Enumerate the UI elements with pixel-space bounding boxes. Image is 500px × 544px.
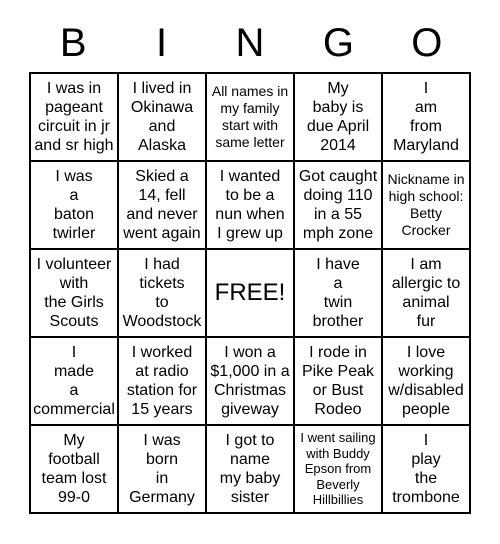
bingo-cell[interactable] [383,338,471,426]
bingo-cell[interactable] [119,426,207,514]
bingo-cell[interactable] [119,338,207,426]
cell-text: My football team lost 99-0 [41,431,107,507]
cell-text: I am from Maryland [393,79,459,155]
cell-text: I volunteer with the Girls Scouts [36,255,112,331]
bingo-cell[interactable] [383,162,471,250]
cell-text: I won a $1,000 in a Christmas giveway [210,343,290,419]
cell-text: I was born in Germany [129,431,195,507]
bingo-cell[interactable] [207,426,295,514]
cell-text: I lived in Okinawa and Alaska [130,79,194,155]
cell-text: I went sailing with Buddy Epson from Beverly Hillbillies [300,430,376,508]
cell-text: I have a twin brother [312,255,364,331]
bingo-cell[interactable] [295,426,383,514]
bingo-cell[interactable] [31,250,119,338]
bingo-cell[interactable] [383,426,471,514]
cell-text: I was a baton twirler [52,167,96,243]
bingo-cell[interactable] [383,74,471,162]
bingo-cell[interactable] [31,162,119,250]
free-space-text: FREE! [214,278,286,306]
bingo-cell[interactable] [31,74,119,162]
bingo-cell[interactable] [119,162,207,250]
bingo-cell[interactable] [383,250,471,338]
bingo-cell[interactable] [31,426,119,514]
cell-text: I had tickets to Woodstock [122,255,202,331]
bingo-cell[interactable] [207,162,295,250]
cell-text: I made a commercial [33,343,115,419]
cell-text: Got caught doing 110 in a 55 mph zone [298,167,378,243]
bingo-cell[interactable] [295,250,383,338]
bingo-header [29,18,471,68]
free-space-cell[interactable] [207,250,295,338]
header-letter-o: O [411,20,443,65]
bingo-cell[interactable] [295,162,383,250]
header-letter-g: G [322,20,354,65]
cell-text: I love working w/disabled people [388,343,464,419]
bingo-cell[interactable] [31,338,119,426]
header-letter-n: N [235,20,265,65]
cell-text: I was in pageant circuit in jr and sr high [34,79,114,155]
cell-text: Nickname in high school: Betty Crocker [387,171,465,238]
bingo-cell[interactable] [295,74,383,162]
cell-text: I rode in Pike Peak or Bust Rodeo [301,343,375,419]
cell-text: I wanted to be a nun when I grew up [215,167,285,243]
bingo-cell[interactable] [119,250,207,338]
bingo-cell[interactable] [295,338,383,426]
bingo-card [29,72,471,514]
cell-text: I got to name my baby sister [219,431,281,507]
cell-text: I am allergic to animal fur [391,255,461,331]
bingo-cell[interactable] [207,74,295,162]
cell-text: Skied a 14, fell and never went again [123,167,201,243]
bingo-cell[interactable] [207,338,295,426]
cell-text: All names in my family start with same letter [211,83,289,150]
cell-text: My baby is due April 2014 [306,79,370,155]
cell-text: I play the trombone [392,431,460,507]
header-letter-i: I [156,20,168,65]
header-letter-b: B [59,20,87,65]
bingo-cell[interactable] [119,74,207,162]
cell-text: I worked at radio station for 15 years [126,343,198,419]
